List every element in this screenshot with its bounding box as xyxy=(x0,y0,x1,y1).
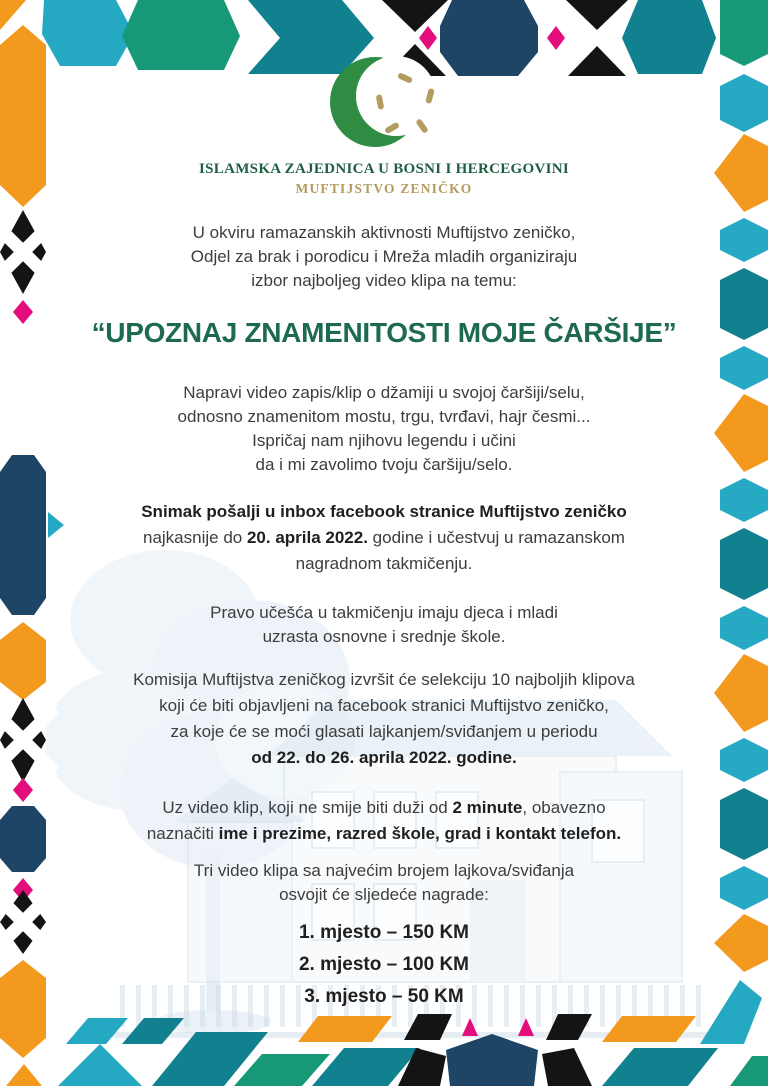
intro-text: U okviru ramazanskih aktivnosti Muftijstvo zeničko, Odjel za brak i porodicu i Mreža mladih organiziraju izbor najboljeg video klipa na temu: xyxy=(190,223,578,290)
paragraph-snimak: Snimak pošalji u inbox facebook stranice Muftijstvo zeničko najkasnije do 20. aprila 2022. godine i učestvuj u ramazanskom nagradnom takmičenju. xyxy=(141,502,627,573)
crescent-star-icon xyxy=(309,52,459,152)
paragraph-komisija: Komisija Muftijstva zeničkog izvršit će selekciju 10 najboljih klipova koji će biti objavljeni na facebook stranici Muftijstvo zeničko, za koje će se moći glasati lajkanjem/sviđanjem u periodu od 22. do 26. aprila 2022. godine. xyxy=(133,670,635,767)
paragraph-uz-video: Uz video klip, koji ne smije biti duži od 2 minute, obavezno naznačiti ime i prezime, razred škole, grad i kontakt telefon. xyxy=(146,798,622,843)
org-name: ISLAMSKA ZAJEDNICA U BOSNI I HERCEGOVINI xyxy=(199,161,569,177)
paragraph-tri: Tri video klipa sa najvećim brojem lajkova/sviđanja osvojit će sljedeće nagrade: xyxy=(193,861,575,904)
prize-item: 3. mjesto – 50 KM xyxy=(304,986,464,1007)
paragraph-napravi: Napravi video zapis/klip o džamiji u svojoj čaršiji/selu, odnosno znamenitom mostu, trgu, tvrđavi, hajr česmi... Ispričaj nam njihovu legendu i učini da i mi zavolimo tvoju čaršiju/selo. xyxy=(177,383,591,474)
contest-title: “UPOZNAJ ZNAMENITOSTI MOJE ČARŠIJE” xyxy=(91,317,677,348)
logo-block xyxy=(0,52,768,197)
paragraph-pravo: Pravo učešća u takmičenju imaju djeca i mladi uzrasta osnovne i srednje škole. xyxy=(210,603,558,646)
prize-item: 1. mjesto – 150 KM xyxy=(298,922,470,943)
muftijstvo-name: MUFTIJSTVO ZENIČKO xyxy=(295,181,473,196)
prize-item: 2. mjesto – 100 KM xyxy=(298,954,470,975)
prize-list xyxy=(0,917,768,1013)
